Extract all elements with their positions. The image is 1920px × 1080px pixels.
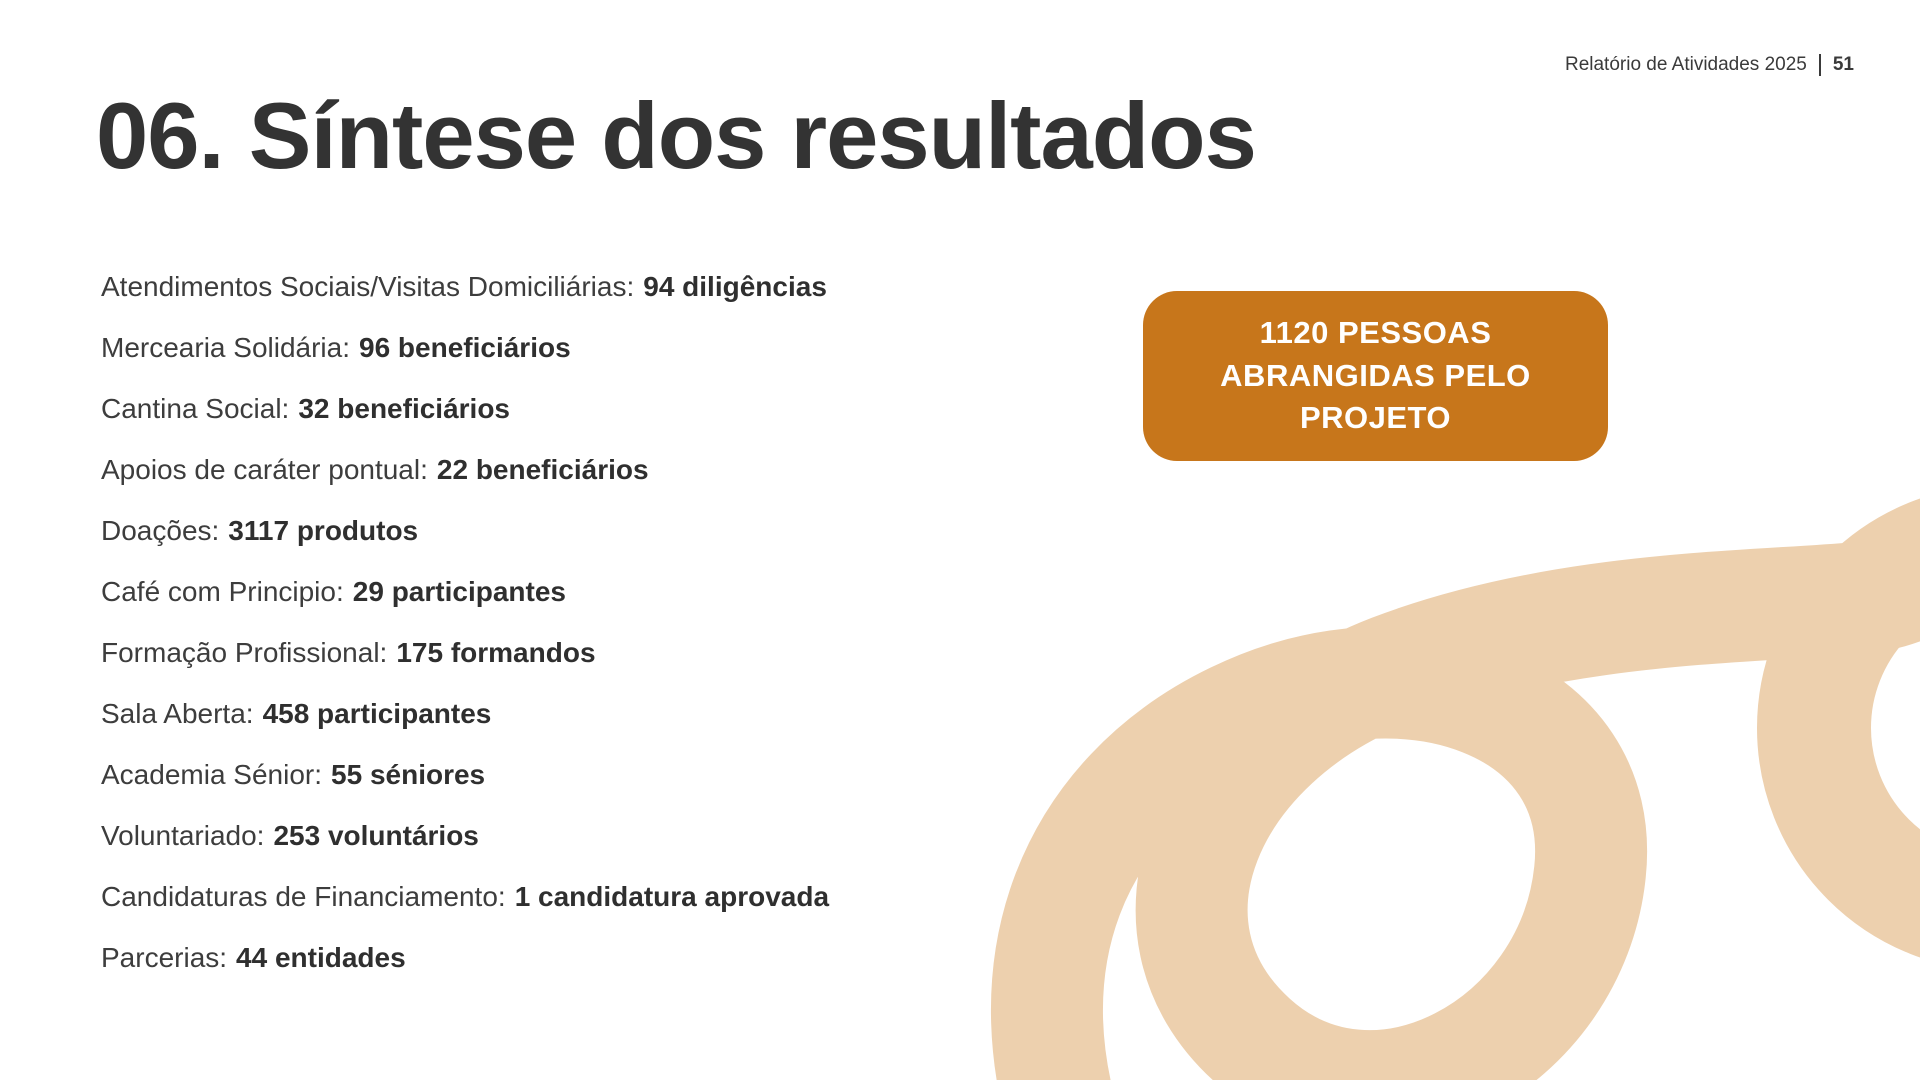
result-label: Voluntariado: — [101, 819, 265, 851]
result-item — [101, 256, 829, 317]
header-separator — [1819, 54, 1821, 76]
result-value: 94 diligências — [643, 270, 827, 302]
result-label: Mercearia Solidária: — [101, 331, 350, 363]
result-label: Academia Sénior: — [101, 758, 323, 790]
highlight-line: 1120 PESSOAS — [1259, 314, 1492, 350]
result-label: Sala Aberta: — [101, 697, 254, 729]
result-value: 96 beneficiários — [359, 331, 571, 363]
result-value: 1 candidatura aprovada — [514, 880, 830, 912]
page-header — [1565, 54, 1854, 76]
result-label: Doações: — [101, 514, 220, 546]
result-value: 44 entidades — [236, 941, 406, 973]
result-value: 55 séniores — [331, 758, 486, 790]
results-list — [101, 256, 829, 988]
highlight-box — [1143, 291, 1608, 461]
result-label: Cantina Social: — [101, 392, 290, 424]
result-item — [101, 927, 829, 988]
result-item — [101, 866, 829, 927]
result-item — [101, 683, 829, 744]
result-item — [101, 622, 829, 683]
result-item — [101, 439, 829, 500]
result-item — [101, 378, 829, 439]
result-value: 22 beneficiários — [436, 453, 649, 485]
result-item — [101, 317, 829, 378]
result-label: Café com Principio: — [101, 575, 344, 607]
swirl-right-ring — [1814, 542, 1920, 914]
result-label: Candidaturas de Financiamento: — [101, 880, 506, 912]
page-title: 06. Síntese dos resultados — [96, 83, 1256, 188]
result-label: Parcerias: — [101, 941, 228, 973]
result-value: 175 formandos — [396, 636, 596, 668]
result-item — [101, 744, 829, 805]
result-item — [101, 561, 829, 622]
result-label: Apoios de caráter pontual: — [101, 453, 428, 485]
result-item — [101, 500, 829, 561]
result-value: 32 beneficiários — [298, 392, 510, 424]
result-value: 253 voluntários — [273, 819, 479, 851]
result-value: 29 participantes — [352, 575, 566, 607]
result-label: Formação Profissional: — [101, 636, 388, 668]
result-item — [101, 805, 829, 866]
highlight-line: PROJETO — [1299, 400, 1452, 436]
page-number: 51 — [1832, 54, 1854, 75]
result-value: 458 participantes — [262, 697, 492, 729]
highlight-line: ABRANGIDAS PELO — [1220, 357, 1531, 393]
result-label: Atendimentos Sociais/Visitas Domiciliárias: — [101, 270, 635, 302]
report-title-label: Relatório de Atividades 2025 — [1564, 54, 1807, 75]
result-value: 3117 produtos — [228, 514, 419, 546]
